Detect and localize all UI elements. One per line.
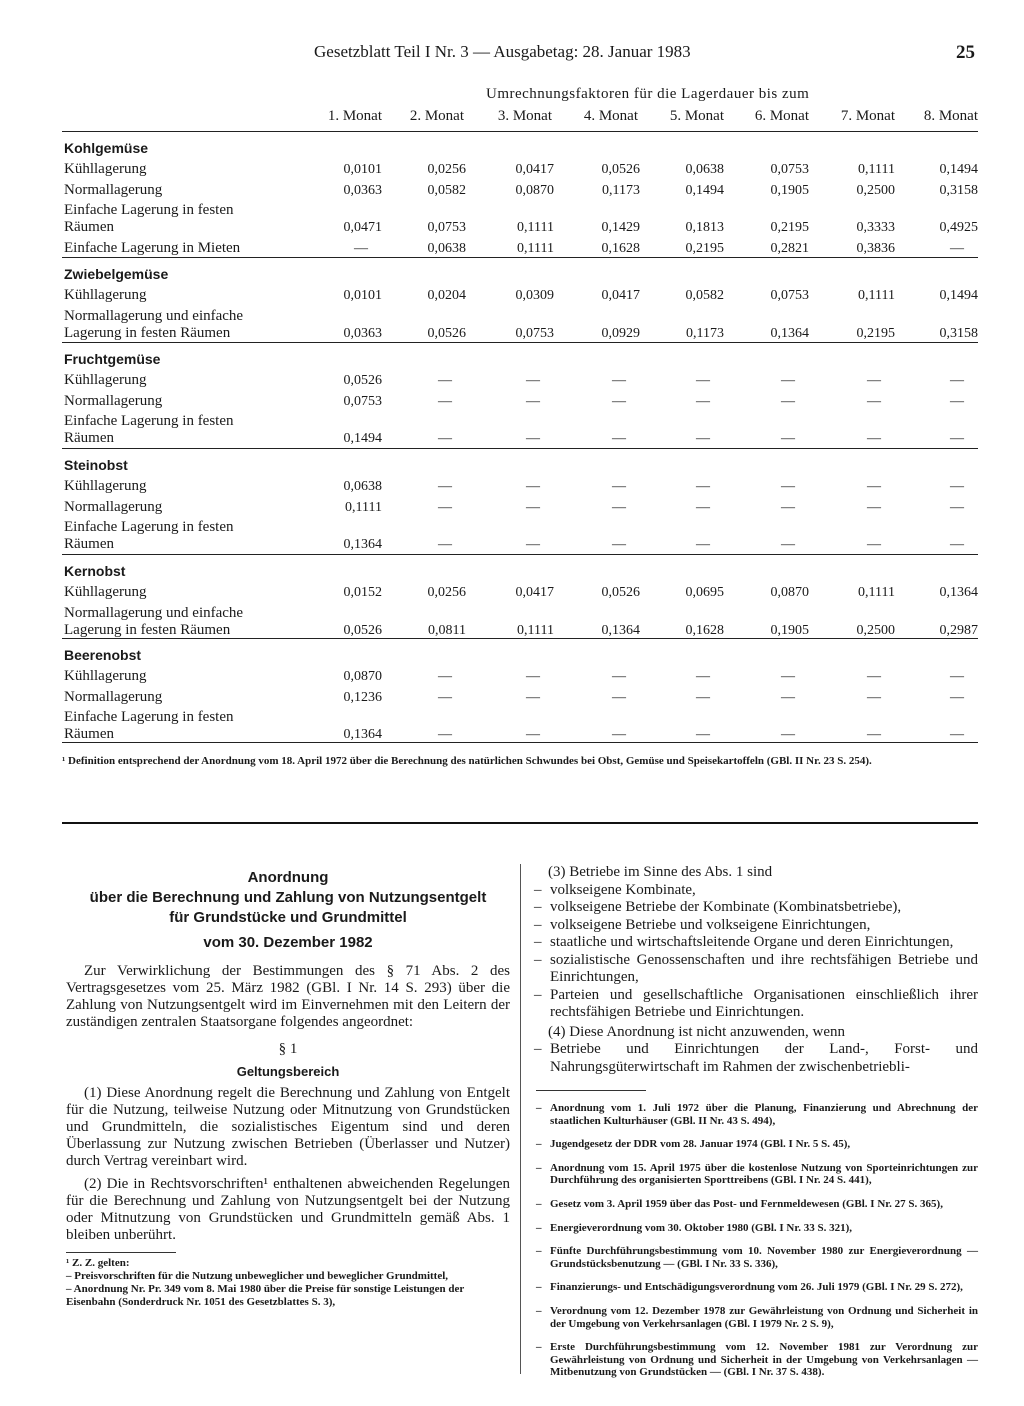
row-label-line: Einfache Lagerung in festen <box>64 202 234 218</box>
table-cell: — <box>526 393 540 409</box>
ordinance-title-line: über die Berechnung und Zahlung von Nutzungsentgelt <box>89 889 487 906</box>
row-label-line: Normallagerung <box>64 392 163 409</box>
row-label <box>64 240 240 257</box>
table-cell: — <box>781 499 795 515</box>
row-label-line: Kühllagerung <box>64 161 147 177</box>
right-footnotes <box>536 1102 978 1379</box>
ordinance-date: vom 30. Dezember 1982 <box>203 934 373 951</box>
table-cell: — <box>781 537 795 552</box>
table-cell: 0,0363 <box>343 182 382 198</box>
table-cell: — <box>950 431 964 446</box>
row-label-line: Normallagerung und einfache <box>64 307 244 324</box>
table-cell: 0,0526 <box>427 325 466 341</box>
table-cell: 0,1628 <box>601 240 640 256</box>
table-cell: — <box>950 240 964 256</box>
table-cell: — <box>867 689 881 705</box>
list-item: – Parteien und gesellschaftliche Organisationen einschließlich ihrer rechtsfähigen Betriebe und Einrichtungen. <box>536 987 978 1022</box>
table-cell: 0,0101 <box>343 162 382 177</box>
footnote-item: – Fünfte Durchführungsbestimmung vom 10. November 1980 zur Energieverordnung — Grundstücksbenutzung — (GBl. I Nr. 33 S. 336), <box>536 1245 978 1270</box>
table-cell: — <box>612 499 626 515</box>
list-item: – sozialistische Genossenschaften und ihre rechtsfähigen Betriebe und Einrichtungen, <box>536 952 978 987</box>
table-cell: 0,1364 <box>601 622 640 638</box>
group-name: Fruchtgemüse <box>64 351 161 367</box>
table-cell: — <box>612 393 626 409</box>
table-cell: 0,1111 <box>517 220 554 235</box>
table-cell: — <box>696 393 710 409</box>
row-label <box>64 287 146 304</box>
table-cell: 0,0695 <box>685 585 724 600</box>
table-cell: — <box>950 537 964 552</box>
table-cell: 0,0582 <box>427 182 466 198</box>
table-cell: — <box>696 727 710 742</box>
table-footnote: ¹ Definition entsprechend der Anordnung vom 18. April 1972 über die Berechnung des natürlichen Schwundes bei Obst, Gemüse und Speisekartoffeln (GBl. II Nr. 23 S. 254). <box>62 755 872 767</box>
table-cell: 0,1494 <box>939 162 978 177</box>
row-label-line: Kühllagerung <box>64 287 147 303</box>
row-label-line: Räumen <box>64 726 114 742</box>
table-cell: — <box>867 479 881 494</box>
footnote-item: – Anordnung vom 15. April 1975 über die kostenlose Nutzung von Sporteinrichtungen zur Durchführung des organisierten Sporttreibens (GBl. I Nr. 24 S. 441), <box>536 1162 978 1187</box>
table-cell: — <box>526 727 540 742</box>
table-cell: 0,1494 <box>939 288 978 303</box>
left-column <box>66 868 510 1309</box>
table-cell: — <box>781 689 795 705</box>
table-cell: 0,3158 <box>939 182 978 198</box>
group-rule <box>62 638 978 639</box>
row-label-line: Kühllagerung <box>64 668 147 684</box>
table-cell: 0,0753 <box>770 162 809 177</box>
table-cell: 0,0526 <box>343 622 382 638</box>
table-cell: 0,0638 <box>343 479 382 494</box>
table-cell: — <box>696 479 710 494</box>
row-label <box>64 413 234 447</box>
table-cell: 0,0417 <box>601 288 640 303</box>
table-cell: 0,4925 <box>939 220 978 235</box>
table-cell: — <box>696 537 710 552</box>
paragraph-4-intro: (4) Diese Anordnung ist nicht anzuwenden, wenn <box>548 1023 846 1040</box>
row-label-line: Lagerung in festen Räumen <box>64 621 231 638</box>
table-cell: 0,0417 <box>515 162 554 177</box>
table-cell: 0,2500 <box>856 182 895 198</box>
footnote-item: – Gesetz vom 3. April 1959 über das Post- und Fernmeldewesen (GBl. I Nr. 27 S. 365), <box>536 1198 978 1211</box>
row-label <box>64 308 243 342</box>
table-cell: — <box>696 689 710 705</box>
row-label <box>64 478 146 495</box>
row-label <box>64 393 162 410</box>
footnote-item: – Verordnung vom 12. Dezember 1978 zur Gewährleistung von Ordnung und Sicherheit in der Umgebung von Verkehrsanlagen (GBl. I 1979 Nr. 2 S. 9), <box>536 1305 978 1330</box>
column-divider <box>520 864 521 1374</box>
header-title: Gesetzblatt Teil I Nr. 3 — Ausgabetag: 28. Januar 1983 <box>314 42 691 61</box>
group-name: Steinobst <box>64 457 128 473</box>
table-cell: — <box>867 727 881 742</box>
table-cell: — <box>696 499 710 515</box>
table-cell: 0,0582 <box>685 288 724 303</box>
table-cell: — <box>950 727 964 742</box>
table-cell: — <box>950 479 964 494</box>
right-column <box>536 864 978 1390</box>
table-cell: 0,1494 <box>685 182 724 198</box>
left-footnotes <box>66 1257 510 1309</box>
row-label <box>64 584 146 601</box>
ordinance-title <box>66 868 510 928</box>
table-cell: 0,0753 <box>343 393 382 409</box>
group-rule <box>62 342 978 343</box>
table-cell: 0,1173 <box>686 325 724 341</box>
column-header: 8. Monat <box>923 108 978 124</box>
table-cell: 0,0526 <box>343 373 382 388</box>
table-cell: 0,0753 <box>427 220 466 235</box>
table-cell: — <box>867 537 881 552</box>
table-cell: 0,0526 <box>601 162 640 177</box>
ordinance-title-line: Anordnung <box>247 869 329 886</box>
table-cell: — <box>950 689 964 705</box>
table-cell: 0,0204 <box>427 288 466 303</box>
page-number: 25 <box>956 42 975 63</box>
table-cell: 0,1905 <box>770 182 809 198</box>
table-cell: — <box>950 373 964 388</box>
table-cell: — <box>867 669 881 684</box>
row-label-line: Räumen <box>64 430 114 446</box>
table-cell: 0,1628 <box>685 622 724 638</box>
table-cell: — <box>438 479 452 494</box>
column-header: 2. Monat <box>409 108 464 124</box>
list-item: – Betriebe und Einrichtungen der Land-, Forst- und Nahrungsgüterwirtschaft im Rahmen der zwischenbetriebli- <box>536 1041 978 1076</box>
footnote-rule <box>536 1090 646 1091</box>
table-cell: 0,1364 <box>770 325 809 341</box>
table-cell: 0,1111 <box>517 622 554 638</box>
column-header: 5. Monat <box>669 108 724 124</box>
footnote-line: ¹ Z. Z. gelten: <box>66 1257 130 1269</box>
table-cell: — <box>781 727 795 742</box>
table-cell: 0,1111 <box>517 240 554 256</box>
row-label <box>64 202 234 236</box>
table-cell: — <box>612 431 626 446</box>
table-cell: 0,2195 <box>770 220 809 235</box>
table-cell: — <box>526 689 540 705</box>
table-cell: 0,2987 <box>939 622 978 638</box>
list-item: – volkseigene Betriebe der Kombinate (Kombinatsbetriebe), <box>536 899 978 917</box>
table-cell: — <box>696 669 710 684</box>
paragraph-3-intro: (3) Betriebe im Sinne des Abs. 1 sind <box>548 864 773 880</box>
table-cell: 0,0363 <box>343 325 382 341</box>
table-cell: 0,1173 <box>602 182 640 198</box>
table-cell: — <box>526 431 540 446</box>
row-label-line: Lagerung in festen Räumen <box>64 324 231 341</box>
footnote-item: – Jugendgesetz der DDR vom 28. Januar 1974 (GBl. I Nr. 5 S. 45), <box>536 1138 978 1151</box>
row-label-line: Kühllagerung <box>64 584 147 600</box>
table-cell: — <box>950 499 964 515</box>
group-rule <box>62 554 978 555</box>
table-cell: 0,3836 <box>856 240 895 256</box>
table-cell: 0,0256 <box>427 585 466 600</box>
table-cell: — <box>354 240 368 256</box>
row-label-line: Normallagerung und einfache <box>64 604 244 621</box>
table-cell: 0,0417 <box>515 585 554 600</box>
table-cell: — <box>438 499 452 515</box>
row-label <box>64 668 146 685</box>
table-cell: 0,0870 <box>770 585 809 600</box>
table-cell: — <box>612 537 626 552</box>
table-cell: — <box>612 727 626 742</box>
row-label-line: Räumen <box>64 219 114 235</box>
table-cell: — <box>867 393 881 409</box>
table-cell: — <box>526 537 540 552</box>
table-cell: — <box>526 669 540 684</box>
list-item: – staatliche und wirtschaftsleitende Organe und deren Einrichtungen, <box>536 934 978 952</box>
table-cell: 0,0811 <box>428 622 466 638</box>
table-cell: 0,3333 <box>856 220 895 235</box>
column-header: 1. Monat <box>327 108 382 124</box>
table-cell: 0,1364 <box>343 727 382 742</box>
column-header: 6. Monat <box>754 108 809 124</box>
table-cell: — <box>612 689 626 705</box>
row-label-line: Einfache Lagerung in festen <box>64 519 234 535</box>
row-label <box>64 519 234 553</box>
row-label-line: Normallagerung <box>64 181 163 198</box>
table-cell: — <box>781 669 795 684</box>
table-cell: — <box>781 393 795 409</box>
table-cell: 0,0526 <box>601 585 640 600</box>
section-symbol: § 1 <box>278 1041 298 1057</box>
row-label-line: Einfache Lagerung in festen <box>64 709 234 725</box>
table-cell: — <box>950 393 964 409</box>
section-title: Geltungsbereich <box>236 1064 340 1079</box>
page-header <box>0 42 1024 72</box>
group-rule <box>62 448 978 449</box>
table-bottom-rule <box>62 742 978 743</box>
table-cell: 0,1111 <box>858 288 895 303</box>
table-cell: 0,1364 <box>939 585 978 600</box>
table-cell: — <box>526 373 540 388</box>
table-cell: 0,0101 <box>343 288 382 303</box>
table-cell: — <box>438 669 452 684</box>
row-label-line: Kühllagerung <box>64 478 147 494</box>
footnote-item: – Energieverordnung vom 30. Oktober 1980 (GBl. I Nr. 33 S. 321), <box>536 1222 978 1235</box>
row-label <box>64 161 146 178</box>
footnote-item: – Anordnung vom 1. Juli 1972 über die Planung, Finanzierung und Abrechnung der staatlichen Kulturhäuser (GBl. II Nr. 43 S. 494), <box>536 1102 978 1127</box>
table-cell: 0,2195 <box>856 325 895 341</box>
table-cell: — <box>696 431 710 446</box>
row-label <box>64 689 162 706</box>
group-name: Kernobst <box>64 563 126 579</box>
table-cell: — <box>526 499 540 515</box>
table-cell: 0,1111 <box>858 162 895 177</box>
table-cell: — <box>781 479 795 494</box>
table-cell: 0,1494 <box>343 431 382 446</box>
group-name: Zwiebelgemüse <box>64 266 169 282</box>
table-cell: — <box>438 431 452 446</box>
column-header: 4. Monat <box>583 108 638 124</box>
footnote-item: – Erste Durchführungsbestimmung vom 12. November 1981 zur Verordnung zur Gewährleistung von Ordnung und Sicherheit in der Umgebung von Verkehrsanlagen — Mitbenutzung von Grundstücken — (GBl. I Nr. 37 S. 438). <box>536 1341 978 1379</box>
table-cell: — <box>867 499 881 515</box>
footnote-rule <box>66 1252 176 1253</box>
column-header: 7. Monat <box>840 108 895 124</box>
row-label <box>64 499 162 516</box>
row-label <box>64 372 146 389</box>
paragraph-3-list <box>536 882 978 1022</box>
row-label-line: Normallagerung <box>64 688 163 705</box>
table-cell: — <box>612 669 626 684</box>
table-cell: — <box>612 373 626 388</box>
ordinance-title-line: für Grundstücke und Grundmittel <box>169 909 407 926</box>
preamble: Zur Verwirklichung der Bestimmungen des § 71 Abs. 2 des Vertragsgesetzes vom 25. März 1982 (GBl. I Nr. 14 S. 293) über die Zahlung von Nutzungsentgelt wird im Einvernehmen mit den Leitern der zuständigen zentralen Staatsorgane folgendes angeordnet: <box>66 963 510 1030</box>
table-cell: 0,2195 <box>685 240 724 256</box>
paragraph-1: (1) Diese Anordnung regelt die Berechnung und Zahlung von Entgelt für die Nutzung, teilweise Nutzung oder Mitnutzung von Grundstücken und Grundmitteln, die sozialistisches Eigentum sind und deren Überlassung zur Nutzung zwischen Betrieben (Überlasser und Nutzer) durch Vertrag vereinbart wird. <box>66 1085 510 1169</box>
table-span-header: Umrechnungsfaktoren für die Lagerdauer bis zum <box>486 86 810 102</box>
table-cell: 0,1111 <box>858 585 895 600</box>
table-cell: 0,0256 <box>427 162 466 177</box>
paragraph-2: (2) Die in Rechtsvorschriften¹ enthaltenen abweichenden Regelungen für die Berechnung und Zahlung von Nutzungsentgelt bei der Nutzung oder Mitnutzung von Grundstücken und Grundmitteln gemäß Abs. 1 bleiben unberührt. <box>66 1176 510 1243</box>
list-item: – volkseigene Betriebe und volkseigene Einrichtungen, <box>536 917 978 935</box>
row-label-line: Kühllagerung <box>64 372 147 388</box>
table-cell: 0,0638 <box>427 240 466 256</box>
group-name: Beerenobst <box>64 647 142 663</box>
row-label <box>64 182 162 199</box>
table-cell: 0,1905 <box>770 622 809 638</box>
table-cell: — <box>696 373 710 388</box>
table-cell: 0,0870 <box>343 669 382 684</box>
row-label-line: Normallagerung <box>64 498 163 515</box>
table-cell: 0,0870 <box>515 182 554 198</box>
list-item: – volkseigene Kombinate, <box>536 882 978 900</box>
row-label-line: Räumen <box>64 536 114 552</box>
table-cell: 0,0929 <box>601 325 640 341</box>
table-cell: 0,0638 <box>685 162 724 177</box>
table-cell: 0,0753 <box>770 288 809 303</box>
group-rule <box>62 257 978 258</box>
table-cell: 0,1236 <box>343 689 382 705</box>
table-cell: 0,1364 <box>343 537 382 552</box>
table-cell: — <box>781 431 795 446</box>
row-label-line: Einfache Lagerung in Mieten <box>64 239 241 256</box>
table-cell: 0,0753 <box>515 325 554 341</box>
table-cell: — <box>438 727 452 742</box>
group-rule <box>62 131 978 132</box>
table-cell: 0,2821 <box>770 240 809 256</box>
table-cell: 0,1813 <box>685 220 724 235</box>
table-cell: 0,1429 <box>601 220 640 235</box>
table-cell: 0,2500 <box>856 622 895 638</box>
footnote-line: – Preisvorschriften für die Nutzung unbeweglicher und beweglicher Grundmittel, <box>66 1270 449 1282</box>
paragraph-4-list <box>536 1041 978 1076</box>
table-cell: — <box>867 431 881 446</box>
table-cell: — <box>526 479 540 494</box>
table-cell: — <box>612 479 626 494</box>
row-label <box>64 709 234 743</box>
table-cell: 0,0152 <box>343 585 382 600</box>
table-cell: — <box>438 537 452 552</box>
table-cell: — <box>438 689 452 705</box>
table-cell: 0,3158 <box>939 325 978 341</box>
table-cell: — <box>781 373 795 388</box>
column-header: 3. Monat <box>497 108 552 124</box>
footnote-item: – Finanzierungs- und Entschädigungsverordnung vom 26. Juli 1979 (GBl. I Nr. 29 S. 272), <box>536 1281 978 1294</box>
table-cell: 0,0471 <box>343 220 382 235</box>
group-name: Kohlgemüse <box>64 140 149 156</box>
row-label-line: Einfache Lagerung in festen <box>64 413 234 429</box>
table-cell: 0,1111 <box>345 499 382 515</box>
footnote-line: – Anordnung Nr. Pr. 349 vom 8. Mai 1980 über die Preise für sonstige Leistungen der Eisenbahn (Sonderdruck Nr. 1051 des Gesetzblattes S. 3), <box>66 1283 465 1308</box>
table-cell: — <box>438 373 452 388</box>
table-cell: — <box>867 373 881 388</box>
row-label <box>64 605 243 639</box>
section-divider <box>62 822 978 824</box>
table-cell: — <box>950 669 964 684</box>
table-cell: 0,0309 <box>515 288 554 303</box>
table-cell: — <box>438 393 452 409</box>
